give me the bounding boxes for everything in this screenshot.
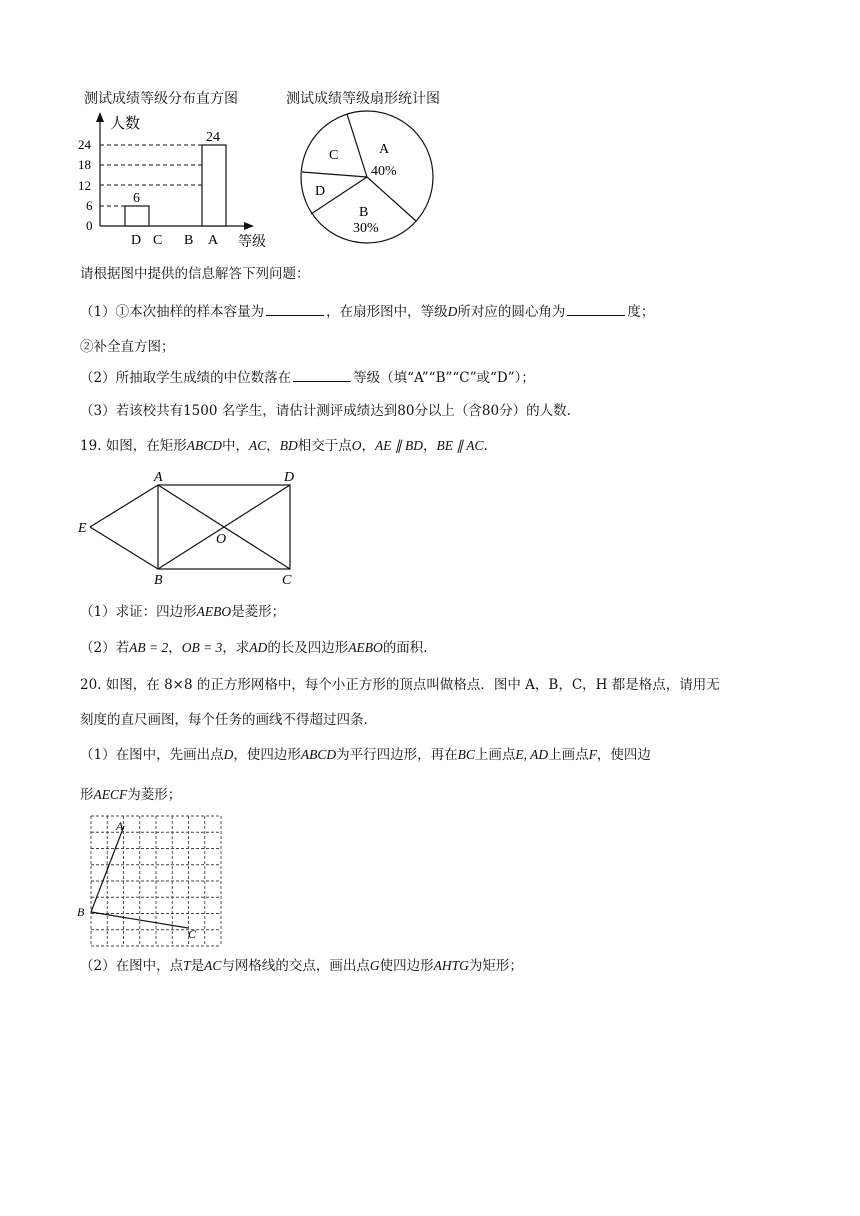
q19-part2: （2）若AB = 2，OB = 3，求AD的长及四边形AEBO的面积. (80, 640, 428, 656)
pie-label-B-pct: 30% (353, 221, 379, 236)
bar-D (125, 206, 149, 226)
x-axis-label: 等级 (238, 235, 266, 250)
bar-D-label: 6 (133, 191, 140, 206)
label-B: B (154, 573, 163, 588)
bar-A-label: 24 (206, 130, 220, 145)
q18-part2: （2）所抽取学生成绩的中位数落在 等级（填“A”“B”“C”或“D”）； (80, 370, 535, 386)
bar-A (202, 145, 226, 226)
pie-label-A: A (379, 142, 390, 157)
histogram-caption: 测试成绩等级分布直方图 (84, 91, 238, 107)
y-tick-0: 0 (86, 218, 93, 233)
y-axis-label: 人数 (110, 116, 141, 132)
q20-part1-line1: （1）在图中，先画出点D，使四边形ABCD为平行四边形，再在BC上画点E, AD上画点F，使四边 (80, 747, 651, 763)
grid-lines (91, 816, 221, 946)
grid-label-C: C (188, 927, 197, 941)
grid-label-B: B (77, 905, 85, 919)
q19-figure (74, 468, 304, 590)
cat-C: C (153, 233, 163, 248)
pie-label-B: B (359, 205, 369, 220)
x-axis-arrow (244, 222, 254, 230)
pie-label-A-pct: 40% (371, 164, 397, 179)
q19-stem: 19. 如图，在矩形ABCD中，AC，BD相交于点O，AE ∥ BD，BE ∥ AC. (80, 438, 488, 454)
y-tick-6: 6 (86, 198, 93, 213)
q20-stem-line1: 20. 如图，在 8×8 的正方形网格中，每个小正方形的顶点叫做格点．图中 A，B，C，H 都是格点，请用无 (80, 677, 720, 693)
cat-B: B (184, 233, 194, 248)
q20-part1-line2: 形AECF为菱形； (80, 787, 182, 803)
y-tick-24: 24 (78, 137, 91, 152)
q18-intro: 请根据图中提供的信息解答下列问题： (80, 266, 310, 282)
pie-label-D: D (315, 184, 326, 199)
q18-part3: （3）若该校共有1500 名学生，请估计测评成绩达到80分以上（含80分）的人数. (80, 403, 571, 419)
pie-chart (295, 108, 445, 248)
label-E: E (78, 521, 87, 536)
q20-stem-line2: 刻度的直尺画图，每个任务的画线不得超过四条． (80, 712, 377, 728)
y-axis-arrow (96, 112, 104, 122)
label-O: O (216, 532, 227, 547)
y-tick-12: 12 (78, 178, 91, 193)
pie-label-C: C (329, 148, 339, 163)
q20-grid-figure (76, 812, 226, 948)
label-A: A (154, 470, 163, 485)
q20-part2: （2）在图中，点T是AC与网格线的交点，画出点G使四边形AHTG为矩形； (80, 958, 523, 974)
seg-EA (90, 485, 158, 527)
seg-EB (90, 527, 158, 569)
seg-BC (91, 912, 188, 928)
grid-label-A: A (116, 819, 124, 833)
q18-part1a: （1）①本次抽样的样本容量为 ，在扇形图中，等级D所对应的圆心角为 度； (80, 304, 655, 320)
q19-part1: （1）求证：四边形AEBO是菱形； (80, 604, 286, 620)
label-C: C (282, 573, 292, 588)
cat-A: A (208, 233, 219, 248)
y-tick-18: 18 (78, 157, 91, 172)
histogram-chart (60, 108, 280, 253)
q18-part1b: ②补全直方图； (80, 339, 175, 355)
pie-caption: 测试成绩等级扇形统计图 (286, 91, 440, 107)
label-D: D (284, 470, 295, 485)
cat-D: D (131, 233, 142, 248)
